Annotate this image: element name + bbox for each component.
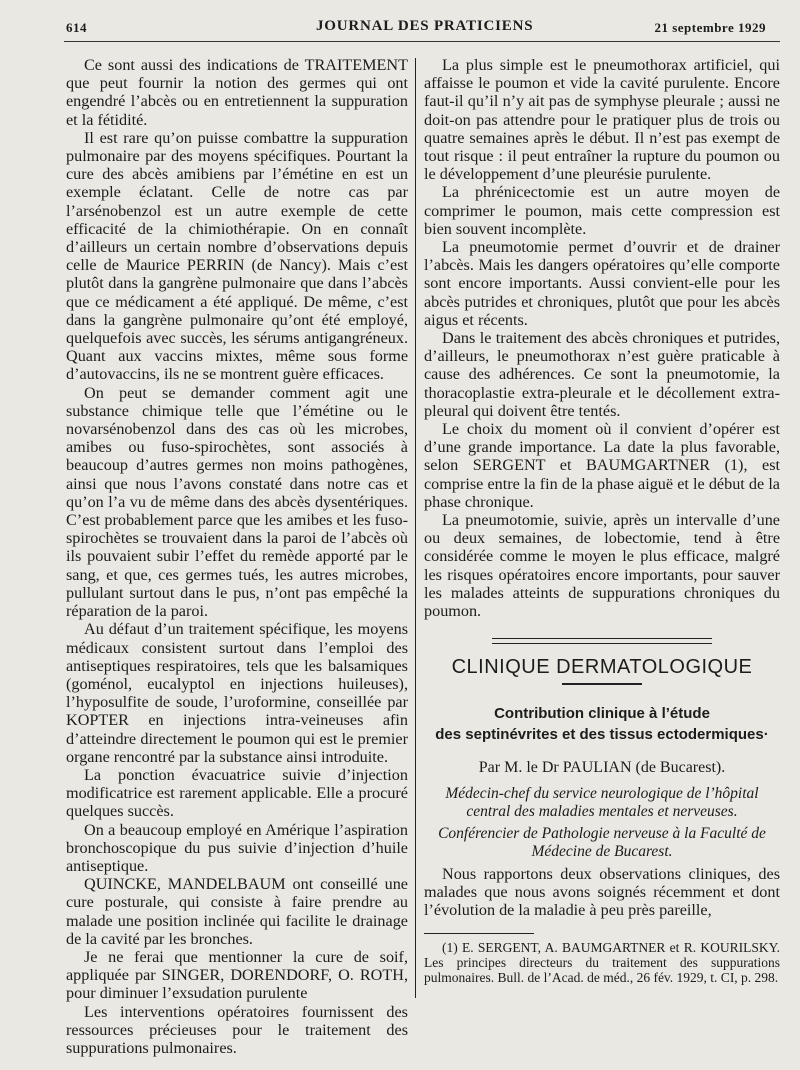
paragraph: Les interventions opératoires fournissent des ressources précieuses pour le traitement des suppurations pulmonaires. <box>66 1002 408 1057</box>
footnote: (1) E. SERGENT, A. BAUMGARTNER et R. KOURILSKY. Les principes directeurs du traitement des suppurations pulmonaires. Bull. de l’Acad. de méd., 26 fév. 1929, t. CI, p. 298. <box>424 940 780 986</box>
header-rule <box>64 41 780 42</box>
paragraph: La plus simple est le pneumothorax artificiel, qui affaisse le poumon et vide la cavité purulente. Encore faut-il qu’il n’y ait pas de symphyse pleurale ; aussi ne doit-on pas attendre pour le pratiquer plus de trois ou quatre semaines après le début. Il n’est pas exempt de tout risque : il peut entraîner la rupture du poumon ou le développement d’une pleurésie purulente. <box>424 56 780 184</box>
journal-title: JOURNAL DES PRATICIENS <box>316 18 534 34</box>
paragraph: On peut se demander comment agit une substance chimique telle que l’émétine ou le novarsénobenzol dans des cas où les microbes, amibes ou fuso-spirochètes, sont associés à beaucoup d’autres germes non moins pathogènes, ainsi que nous l’avons constaté dans notre cas et qu’on l’a vu de même dans des abcès dysentériques. C’est probablement parce que les amibes et les fuso-spirochètes se trouvaient dans la paroi de l’abcès où ils pouvaient subir l’effet du remède apporté par le sang, et que, ces germes tués, les autres microbes, pullulant surtout dans le pus, n’ont pas empêché la réparation de la paroi. <box>66 383 408 621</box>
paragraph: On a beaucoup employé en Amérique l’aspiration bronchoscopique du pus suivie d’injection d’huile antiseptique. <box>66 820 408 875</box>
article-title-line: des septinévrites et des tissus ectodermiques· <box>435 725 769 743</box>
author-byline: Par M. le Dr PAULIAN (de Bucarest). <box>478 758 726 776</box>
paragraph: Il est rare qu’on puisse combattre la suppuration pulmonaire par des moyens spécifiques. Pourtant la cure des abcès amibiens par l’émétine en est un exemple éclatant. Celle de notre cas par l’arsénobenzol est un autre exemple de cette efficacité de la chimiothérapie. On en connaît d’ailleurs un certain nombre d’observations depuis celle de Maurice PERRIN (de Nancy). Mais c’est plutôt dans la gangrène pulmonaire que dans l’abcès que ce médicament a été appliqué. De même, c’est dans la gangrène pulmonaire qu’ont été employé, quelquefois avec succès, les sérums antigangréneux. Quant aux vaccins mixtes, même sous forme d’autovaccins, ils ne se montrent guère efficaces. <box>66 128 408 384</box>
paragraph: La ponction évacuatrice suivie d’injection modificatrice est rarement applicable. Elle a procuré quelques succès. <box>66 765 408 821</box>
paragraph: QUINCKE, MANDELBAUM ont conseillé une cure posturale, qui consiste à faire prendre au malade une position inclinée qui facilite le drainage de la cavité par les bronches. <box>66 875 408 948</box>
article-title-line: Contribution clinique à l’étude <box>494 704 710 722</box>
column-divider <box>415 58 416 998</box>
footnote-rule <box>424 933 534 934</box>
author-affiliation: Conférencier de Pathologie nerveuse à la Faculté de Médecine de Bucarest. <box>438 824 766 860</box>
section-title: CLINIQUE DERMATOLOGIQUE <box>451 656 753 679</box>
paragraph: Le choix du moment où il convient d’opérer est d’une grande importance. La date la plus favorable, selon SERGENT et BAUMGARTNER (1), est comprise entre la fin de la phase aiguë et le début de la phase chronique. <box>424 420 780 511</box>
article-title <box>424 703 780 745</box>
right-column <box>424 56 780 985</box>
title-underline <box>562 683 642 685</box>
paragraph: Au défaut d’un traitement spécifique, les moyens médicaux consistent surtout dans l’emploi des antiseptiques respiratoires, tels que les balsamiques (goménol, eucalyptol en injections huileuses), l’hyposulfite de soude, l’uroformine, conseillée par KOPTER en injections intra-veineuses afin d’atteindre directement le poumon qui est le premier organe rencontré par la substance ainsi introduite. <box>66 620 408 766</box>
page-header <box>66 16 766 38</box>
paragraph: Je ne ferai que mentionner la cure de soif, appliquée par SINGER, DORENDORF, O. ROTH, pour diminuer l’exsudation purulente <box>66 947 408 1003</box>
page-number: 614 <box>66 20 87 35</box>
issue-date: 21 septembre 1929 <box>654 20 766 35</box>
paragraph: La pneumotomie, suivie, après un intervalle d’une ou deux semaines, de lobectomie, tend à être considérée comme le moyen le plus efficace, malgré les risques opératoires encore importants, pour sauver les malades atteints de suppurations chroniques du poumon. <box>424 511 780 621</box>
article-intro: Nous rapportons deux observations cliniques, des malades que nous avons soignés récemment et dont l’évolution de la maladie à peu près pareille, <box>424 864 780 920</box>
section-separator <box>492 638 712 644</box>
paragraph: La pneumotomie permet d’ouvrir et de drainer l’abcès. Mais les dangers opératoires qu’elle comporte sont encore importants. Aussi convient-elle pour les abcès putrides et chroniques, plutôt que pour les abcès aigus et récents. <box>424 238 780 329</box>
paragraph: Ce sont aussi des indications de TRAITEMENT que peut fournir la notion des germes qui ont engendré l’abcès ou en entretiennent la suppuration et la fétidité. <box>66 56 408 129</box>
author-affiliation: Médecin-chef du service neurologique de l’hôpital central des maladies mentales et nerveuses. <box>445 784 759 820</box>
left-column <box>66 56 408 1057</box>
paragraph: La phrénicectomie est un autre moyen de comprimer le poumon, mais cette compression est bien souvent incomplète. <box>424 183 780 238</box>
paragraph: Dans le traitement des abcès chroniques et putrides, d’ailleurs, le pneumothorax n’est guère praticable à cause des adhérences. Ce sont la pneumotomie, la thoracoplastie extra-pleurale et le décollement extra-pleural qui doivent être tentés. <box>424 329 780 420</box>
